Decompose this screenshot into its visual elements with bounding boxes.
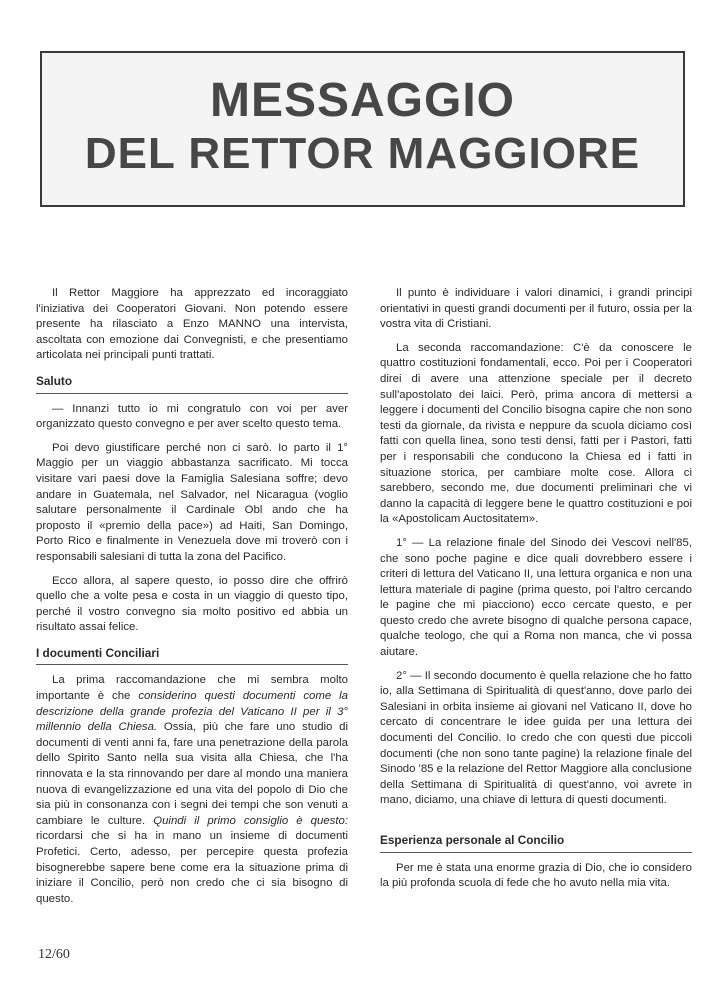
documenti-text-e: ricordarsi che si ha in mano un insieme di documenti Profetici. Certo, adesso, per percepire questa profezia bisognerebbe sapere bene come era la situazione prima di iniziare il Concilio, però non credo che ci sia bisogno di questo. [36, 830, 348, 905]
section-heading-documenti: I documenti Conciliari [36, 646, 348, 666]
intro-paragraph: Il Rettor Maggiore ha apprezzato ed incoraggiato l'iniziativa dei Cooperatori Giovani. Non potendo essere presente ha rilasciato a Enzo MANNO una intervista, ascoltata con emozione dai Convegnisti, e che presentiamo articolata nei principali punti trattati. [36, 287, 348, 362]
saluto-paragraph-3: Ecco allora, al sapere questo, io posso dire che offrirò quello che a volte pesa e costa in un viaggio di questo tipo, perché il vostro convegno sia molto positivo ed abbia un risultato assai felice. [36, 574, 348, 634]
documenti-emphasis-d: Quindi il primo consiglio è questo: [153, 814, 348, 827]
documenti-emphasis-b: considerino questi documenti come la descrizione della grande profezia del Vaticano II per il 3° millennio della Chiesa. [36, 690, 348, 734]
saluto-paragraph-2: Poi devo giustificare perché non ci sarò. Io parto il 1° Maggio per un viaggio abbastanza sacrificato. Mi tocca visitare vari paesi dove la Famiglia Salesiana soffre; devo andare in Guatemala, nel Salvador, nel Nicaragua (voglio salutare personalmente il Cardinale Obl ando che ha proposto il «premio della pace») ad Haiti, San Domingo, Porto Rico e finalmente in Venezuela dove mi troverò con i responsabili salesiani di tutta la zona del Pacifico. [36, 441, 348, 563]
section-heading-esperienza: Esperienza personale al Concilio [380, 833, 692, 853]
right-paragraph-4: 2° — Il secondo documento è quella relazione che ho fatto io, alla Settimana di Spiritualità di quest'anno, dove parlo dei Salesiani in orbita insieme ai giovani nel Vaticano II, dove ho cercato di concentrare le idee guida per una lettura dei documenti del Concilio. Io credo che con questi due piccoli documenti (che non sono tante pagine) la relazione finale del Sinodo '85 e la relazione del Rettor Maggiore alla conclusione della Settimana di Spiritualità di quest'anno, voi avrete in mano, diciamo, una chiave di lettura di questi documenti. [380, 669, 692, 807]
page-number: 12/60 [38, 947, 70, 962]
right-paragraph-2: La seconda raccomandazione: C'è da conoscere le quattro costituzioni fondamentali, ecco. Poi per i Cooperatori direi di avere una attenzione speciale per il decreto sull'apostolato dei laici. Però, prima ancora di mettersi a leggere i documenti del Concilio bisogna capire che non sono testi da giornale, da rivista e neppure da scuola diciamo così fatti con quella linea, sono testi densi, fatti per i Pastori, fatti per i responsabili che conducono la Chiesa ed i fatti in situazione storica, per cambiare molte cose. Allora ci sarebbero, secondo me, due documenti preliminari che vi danno la capacità di leggere bene le quattro costituzioni e poi la «Apostolicam Auctositatem». [380, 341, 692, 526]
left-column [36, 286, 348, 915]
right-paragraph-1: Il punto è individuare i valori dinamici, i grandi principi orientativi in questi grandi documenti per il futuro, ossia per la vostra vita di Cristiani. [380, 287, 692, 331]
documenti-paragraph [36, 673, 348, 907]
right-paragraph-3: 1° — La relazione finale del Sinodo dei Vescovi nell'85, che sono poche pagine e dice quali dovrebbero essere i criteri di lettura del Vaticano II, una lettura organica e non una lettura materiale di pagine (prima questo, poi l'altro cercando le pagine che mi piacciono) ecco cercate questo, e per questo credo che avrete bisogno di qualche persona capace, qualche teologo, che qui a Roma non manca, che vi possa aiutare. [380, 536, 692, 659]
title-line-1: MESSAGGIO [209, 74, 516, 127]
section-heading-saluto: Saluto [36, 374, 348, 394]
saluto-paragraph-1: — Innanzi tutto io mi congratulo con voi per aver organizzato questo convegno e per aver scelto questo tema. [36, 402, 348, 431]
title-box [40, 51, 685, 207]
right-column [380, 286, 692, 900]
title-line-2: DEL RETTOR MAGGIORE [84, 129, 641, 178]
documenti-text-c: Ossia, più che fare uno studio di documenti di venti anni fa, fare una penetrazione della parola dello Spirito Santo nella sua visita alla Chiesa, che l'ha rinnovata e la sta rinnovando per dare al mondo una maniera nuova di evangelizzazione ed una vita del popolo di Dio che sia più in consonanza con i segni dei tempi che son venuti a cambiare le culture. [36, 721, 348, 827]
right-paragraph-5: Per me è stata una enorme grazia di Dio, che io considero la più profonda scuola di fede che ho avuto nella mia vita. [380, 861, 692, 890]
documenti-text-a: La prima raccomandazione che mi sembra molto importante è che [36, 674, 348, 703]
